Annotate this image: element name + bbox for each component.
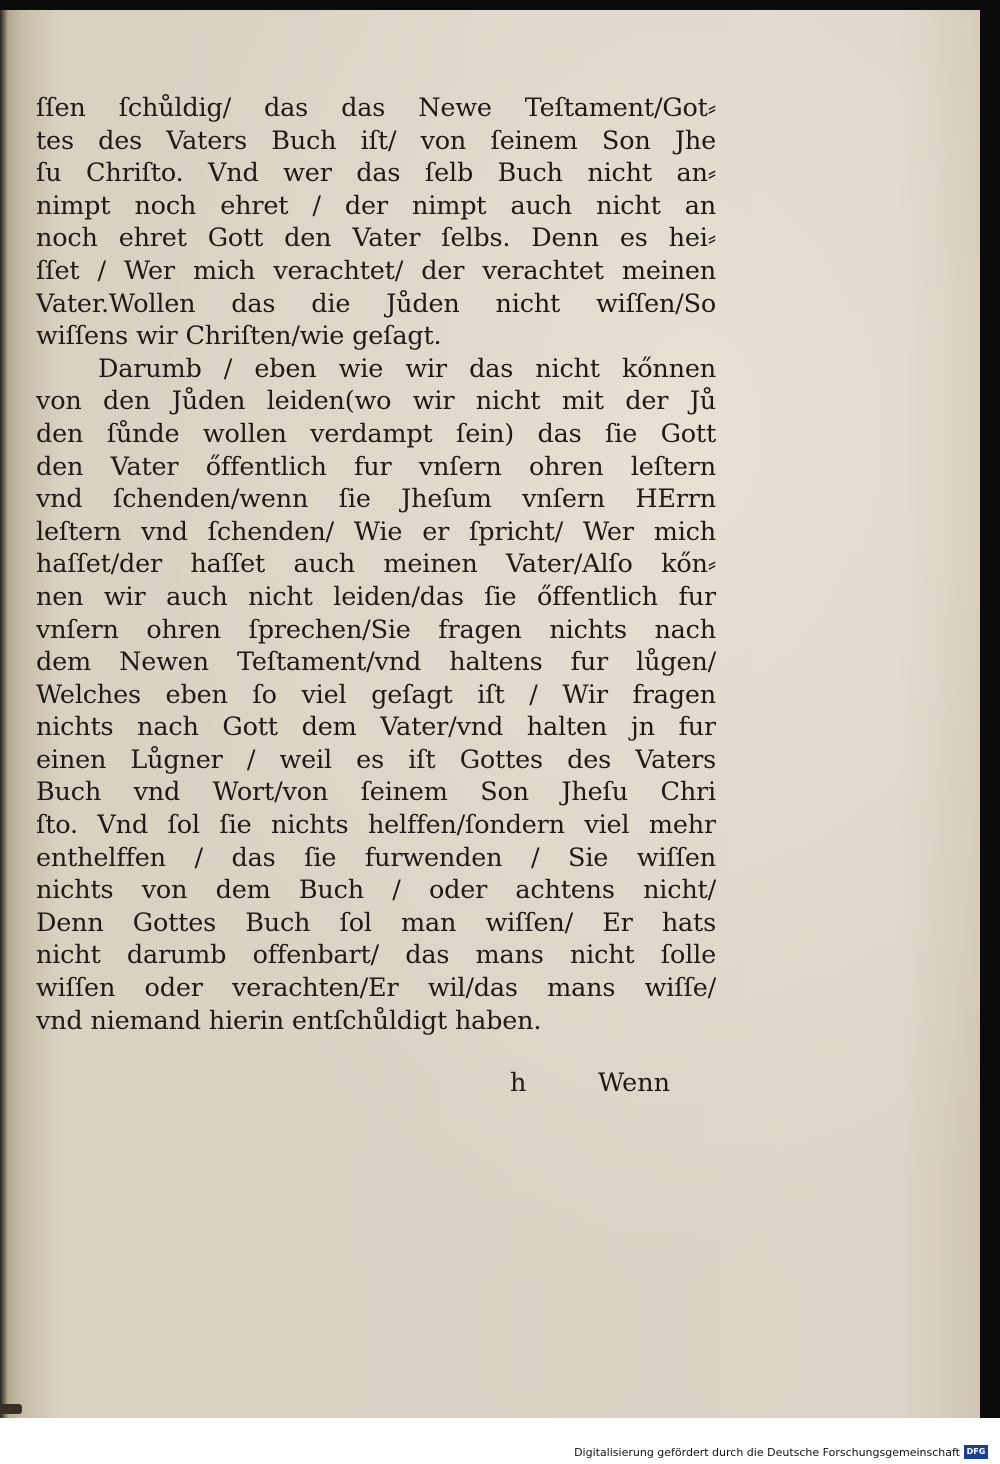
digitization-footer	[0, 1418, 1000, 1464]
text-line: wiſſen oder verachten/Er wil/das mans wiſſe/	[36, 973, 716, 1004]
text-line: Welches eben ſo viel geſagt iſt / Wir fragen	[36, 679, 716, 710]
page-text-block	[36, 92, 716, 1037]
text-line-paragraph-start: Darumb / eben wie wir das nicht kőnnen	[98, 353, 716, 384]
text-line: wiſſens wir Chriſten/wie geſagt.	[36, 321, 442, 352]
text-line: ſu Chriſto. Vnd wer das ſelb Buch nicht an⸗	[36, 158, 716, 189]
page-footer-marks	[510, 1068, 710, 1102]
text-line: nicht darumb offenbart/ das mans nicht ſolle	[36, 940, 716, 971]
text-line: Denn Gottes Buch ſol man wiſſen/ Er hats	[36, 907, 716, 938]
text-line: Buch vnd Wort/von ſeinem Son Jheſu Chri	[36, 777, 716, 808]
page-edge-speck	[0, 1404, 22, 1414]
text-line: nichts von dem Buch / oder achtens nicht/	[36, 875, 716, 906]
text-line: ſto. Vnd ſol ſie nichts helffen/ſondern viel mehr	[36, 810, 716, 841]
text-line: Vater.Wollen das die Jůden nicht wiſſen/So	[36, 288, 716, 319]
text-line: von den Jůden leiden(wo wir nicht mit der Jů	[36, 386, 716, 417]
text-line: nichts nach Gott dem Vater/vnd halten jn fur	[36, 712, 716, 743]
text-line: ſſen ſchůldig/ das das Newe Teſtament/Got⸗	[36, 93, 716, 123]
signature-mark: h	[510, 1068, 527, 1098]
gutter-shadow	[0, 10, 8, 1418]
text-line: vnd niemand hierin entſchůldigt haben.	[36, 1005, 542, 1036]
text-line: vnd ſchenden/wenn ſie Jheſum vnſern HErrn	[36, 484, 716, 515]
text-line: nen wir auch nicht leiden/das ſie őffentlich fur	[36, 581, 716, 612]
text-line: vnſern ohren ſprechen/Sie fragen nichts nach	[36, 614, 716, 645]
text-line: nimpt noch ehret / der nimpt auch nicht an	[36, 190, 716, 221]
text-line: leſtern vnd ſchenden/ Wie er ſpricht/ Wer mich	[36, 516, 716, 547]
text-line: noch ehret Gott den Vater ſelbs. Denn es hei⸗	[36, 223, 716, 254]
text-line: tes des Vaters Buch iſt/ von ſeinem Son Jhe	[36, 125, 716, 156]
text-line: den Vater őffentlich fur vnſern ohren leſtern	[36, 451, 716, 482]
text-line: dem Newen Teſtament/vnd haltens fur lůgen/	[36, 647, 716, 678]
funding-credit: Digitalisierung gefördert durch die Deutsche Forschungsgemeinschaft	[574, 1446, 960, 1459]
text-line: den ſůnde wollen verdampt ſein) das ſie Gott	[36, 418, 716, 449]
text-line: enthelffen / das ſie furwenden / Sie wiſſen	[36, 842, 716, 873]
catchword: Wenn	[598, 1068, 671, 1098]
text-line: einen Lůgner / weil es iſt Gottes des Vaters	[36, 744, 716, 775]
text-line: haſſet/der haſſet auch meinen Vater/Alſo kőn⸗	[36, 549, 716, 580]
dfg-logo-icon: DFG	[964, 1445, 988, 1459]
text-line: ſſet / Wer mich verachtet/ der verachtet meinen	[36, 255, 716, 286]
